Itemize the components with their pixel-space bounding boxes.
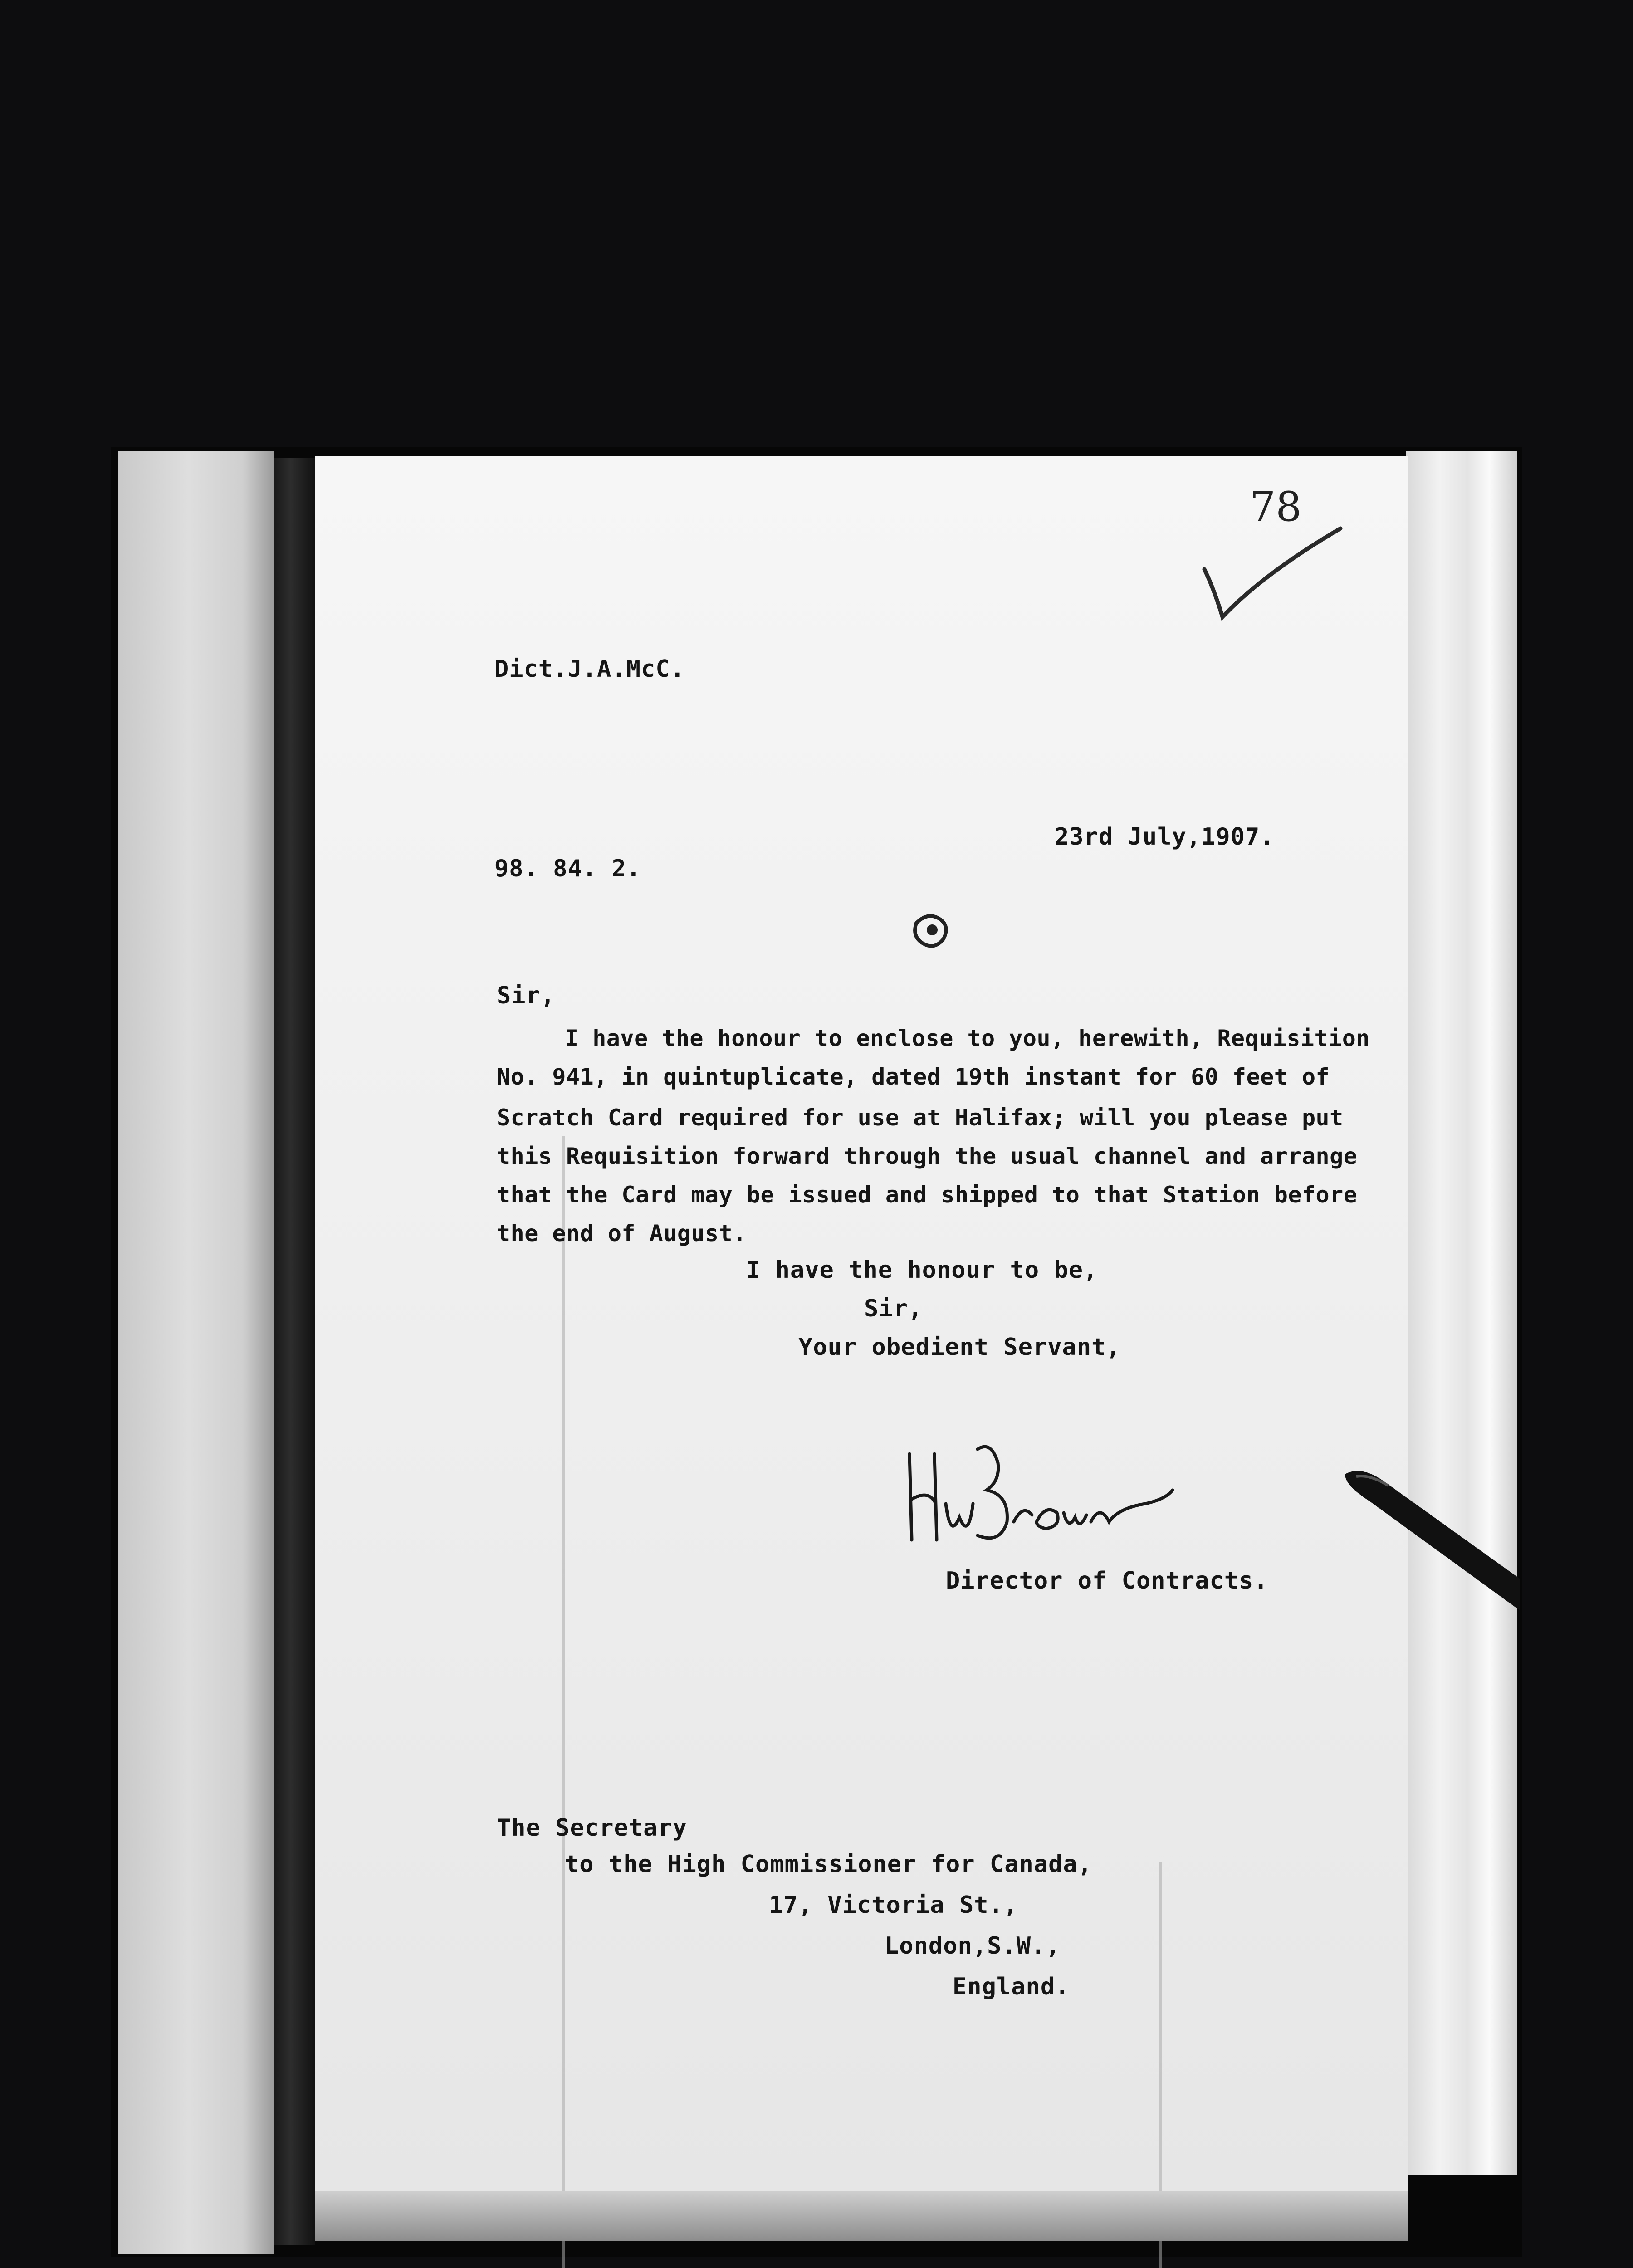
recipient-line: England.	[953, 1973, 1070, 2000]
body-line: No. 941, in quintuplicate, dated 19th instant for 60 feet of	[497, 1064, 1330, 1090]
recipient-line: The Secretary	[497, 1814, 687, 1842]
letter-date: 23rd July,1907.	[1055, 823, 1275, 850]
page-bottom-shadow	[315, 2191, 1408, 2241]
closing-line: Sir,	[864, 1295, 923, 1322]
book-gutter	[274, 458, 315, 2245]
body-line: I have the honour to enclose to you, herewith, Requisition	[565, 1025, 1370, 1051]
salutation: Sir,	[497, 982, 556, 1009]
file-reference: 98. 84. 2.	[494, 855, 641, 882]
body-line: the end of August.	[497, 1220, 747, 1246]
closing-line: Your obedient Servant,	[798, 1334, 1121, 1361]
left-facing-page	[118, 451, 274, 2254]
body-line: Scratch Card required for use at Halifax; will you please put	[497, 1105, 1344, 1131]
signatory-title: Director of Contracts.	[946, 1567, 1268, 1594]
paper-crease	[562, 1136, 565, 2268]
recipient-line: to the High Commissioner for Canada,	[565, 1851, 1093, 1878]
ink-blot	[907, 905, 957, 955]
dictation-reference: Dict.J.A.McC.	[494, 655, 685, 683]
recipient-line: London,S.W.,	[885, 1932, 1061, 1960]
body-line: this Requisition forward through the usual channel and arrange	[497, 1143, 1358, 1169]
handwritten-signature	[900, 1436, 1182, 1554]
right-page-edge	[1406, 451, 1517, 2175]
closing-line: I have the honour to be,	[746, 1256, 1098, 1284]
pen-pointer	[1343, 1461, 1524, 1633]
letter-page	[315, 456, 1408, 2204]
body-line: that the Card may be issued and shipped to that Station before	[497, 1182, 1358, 1208]
check-mark-icon	[1200, 519, 1345, 624]
page-number: 78	[1250, 483, 1302, 531]
recipient-line: 17, Victoria St.,	[769, 1892, 1018, 1919]
